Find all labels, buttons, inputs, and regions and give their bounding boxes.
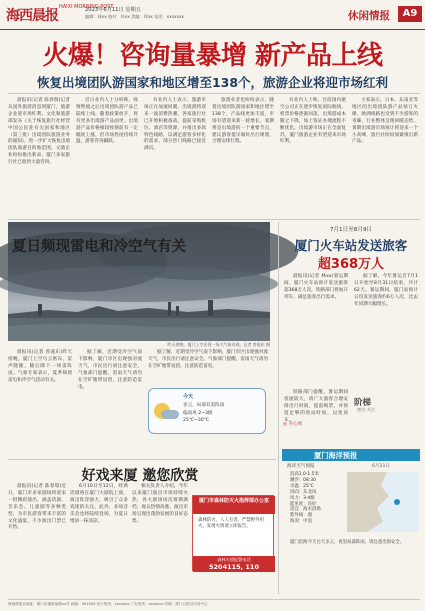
page-footer: 海西晨报社地址：厦门市湖滨南路xx号 邮编：361004 发行热线：xxxxxxx 广告热线：xxxxxxx 印刷：厦门日报社印务中心 (8, 599, 420, 607)
forecast-item: 浪高1.0-1.5米 (290, 472, 319, 477)
photo-story-title: 夏日频现雷电和冷空气有关 (12, 239, 186, 255)
fire-prevention-notice (192, 495, 274, 571)
lead-column: 有业内人士称，目前国内航空公司正在逐步恢复国际航线，机票价格逐渐回落，出境游成本随之下降，加上签证办理流程不断优化，出境游市场正在全面复苏，厦门旅游企业有望迎来市场红利。 (280, 98, 346, 145)
train-story-date: 7月1日至8月9日 (329, 227, 373, 233)
lead-headline: 火爆！咨询量暴增 新产品上线 (42, 41, 383, 71)
third-story-column: 相关负责人介绍，今年以来厦门演出市场持续火热，各大剧场场次排期满档，观众热情高涨，演出市场呈现出蓬勃发展的良好态势。 (132, 484, 188, 524)
forecast-header-bar (282, 449, 420, 461)
notice-tel-number: 5204115, 110 (209, 563, 259, 571)
weather-line: 25℃~30℃ (183, 418, 209, 423)
third-story-column: 6月10日至12日，经典话剧将在厦门大剧院上演，演出阵容强大，吸引了众多戏迷的关注。此外，多场音乐会也将陆续登场，为夏日增添一抹清凉。 (70, 484, 128, 524)
forecast-date: 6月11日 (372, 464, 390, 469)
divider (8, 93, 420, 94)
train-story-column: 铁路部门提醒，暑运期间客流较大，请广大旅客合理安排出行时间，提前购票，并预留足够的进站时间，以免误车。 (284, 390, 348, 423)
newspaper-logo: 海西晨报 (6, 8, 58, 24)
notice-tel-label: 森林火情报警电话 (217, 557, 251, 562)
lead-column: 近日业内人士分析称，疫情暂缓之后出境团队游产品已陆续上线，随着政策放开，将有更多出境游产品面世。出境游产品价格相较疫情前有一定幅度上涨，但市场热度持续升温，游客咨询踊跃。 (76, 98, 138, 145)
weather-box (148, 388, 266, 434)
lead-column: 有业内人士表示，旅游市场正在加速回暖，出境游将迎来一波消费热潮。各家旅行社已开始积极备战，提前采购机位、酒店等资源，并推出多款特色线路，以满足游客多样化的需求，部分热门线路已接近满员。 (144, 98, 206, 152)
photo-story-column: 晨报讯(记者 曾嘉东)昨天傍晚，厦门上空乌云密布，雷声隆隆，随后降下一场雷阵雨。气象专家表示，夏季频现雷电和冷空气活动有关。 (8, 350, 72, 383)
issue-date: 2023年6月11日 星期五 (85, 7, 141, 13)
lead-column: 晨报讯(记者 陈春瑞)记者从国外旅游消息到厦门，旅游企业迎市场红利。文化和旅游部发布《关于恢复旅行社经营中国公民赴有关国家和地区（第三批）出境团队旅游业务的通知》，进一步扩大恢复出境团队旅游目的地范围，文旅企业纷纷推出新品，厦门多家旅行社已收到大量咨询。 (8, 98, 71, 166)
notice-telephone (193, 556, 275, 572)
cloud-icon (161, 410, 179, 419)
column-divider (278, 222, 279, 594)
forecast-header: 厦门海洋预报 (314, 451, 358, 460)
photo-caption: 昨天傍晚，厦门上空出现一场大气象奇观。记者 曾嘉东 摄 (167, 342, 270, 347)
divider (8, 219, 420, 220)
train-story-column: 晨报讯(记者 林xx)暑运期间，厦门火车站预计发送旅客超368万人次，铁路部门将加开列车，满足旅客出行需求。 (284, 274, 348, 300)
forecast-item: 能见度：良好 (290, 501, 317, 507)
forecast-item: 海况：中浪 (290, 519, 312, 525)
masthead (0, 0, 425, 30)
train-story-column: 据了解，今年暑运自7月1日开始至8月31日结束，共计62天。暑运期间，厦门站预计日均发送旅客约6万人次，比去年同期大幅增长。 (354, 274, 418, 307)
forecast-item: 紫外线：强 (290, 513, 312, 519)
lead-column: 旅游业者也纷纷表示，随着出境团队游国家和地区增至138个，产品线更加丰富，市场有望迎来新一轮增长，暑期将是出境游的一个重要节点，建议游客提早做好出行规划，合理安排行程。 (212, 98, 274, 145)
forecast-item: 风向：东北风 (290, 489, 317, 495)
watch-sub: 微信·关注 (357, 407, 376, 412)
forecast-tail: 厦门沿海今天白天多云，夜里局部阵雨，请注意出海安全。 (290, 540, 405, 545)
photo-story-column: 据了解，近期受冷空气南下影响，厦门市区出现强对流天气，市民出行请注意安全。气象部门提醒，雷雨天气请勿在空旷地带逗留，注意防范雷电。 (78, 350, 142, 390)
column-note: ◎ 开心果 (283, 422, 303, 427)
divider (8, 459, 276, 460)
weather-label: 今天 (183, 394, 194, 400)
third-story-column: 晨报讯(记者 陈春瑞)近日，厦门市多家剧场将迎来一批精彩演出，涵盖话剧、音乐会、儿童剧等多种类型，为市民游客带来丰富的文化盛宴，不少演出门票已开售。 (8, 484, 66, 531)
forecast-item: 潮汐：08:30 (290, 477, 316, 483)
lead-subheadline: 恢复出境团队游国家和地区增至138个，旅游企业将迎市场红利 (36, 75, 389, 90)
notice-header: 厦门市森林防灭火指挥部办公室 (193, 496, 275, 514)
weather-line: 偏南风 2~3级 (183, 411, 213, 416)
weather-line: 多云，局部有雷阵雨 (183, 403, 225, 408)
lead-column: 大家表示，日本、东南亚等地区的出境团队游产品预订火爆，欧洲线路也受到不少游客的青睐，行业整体呈现回暖态势，暑期出境游市场预计将迎来一个小高峰，旅行社纷纷加紧推出新产品。 (352, 98, 418, 145)
section-title: 休闲情报 (348, 10, 390, 22)
sea-map-graphic (347, 472, 419, 532)
photo-story-column: 据了解，近期受冷空气南下影响，厦门市区出现强对流天气，市民出行请注意安全。气象部门提醒，雷雨天气请勿在空旷地带逗留，注意防范雷电。 (148, 350, 268, 369)
page-number: A9 (398, 6, 422, 22)
third-story-title: 好戏来厦 邀您欣赏 (81, 468, 199, 484)
notice-body: 森林防火，人人有责。严禁野外用火，发现火情请立即报告。 (198, 518, 264, 530)
forecast-item: 适宜：海水浴场 (290, 507, 321, 513)
forecast-item: 风力：3-4级 (290, 495, 315, 501)
train-story-title: 厦门火车站发送旅客 (294, 238, 408, 253)
issue-credits: 编辑：林xx 校对：叶xx 美编：郑xx 电话：xxxxxxx (85, 14, 185, 19)
train-story-title2: 超368万人 (317, 257, 385, 272)
watch-label: 阶梯 (354, 398, 372, 408)
forecast-title: 海洋天气预报 (287, 464, 315, 469)
forecast-list (290, 472, 345, 525)
newspaper-logo-sub: HAIXI MORNING POST (59, 4, 114, 10)
forecast-map (347, 472, 419, 532)
forecast-item: 水温：25℃ (290, 483, 314, 489)
